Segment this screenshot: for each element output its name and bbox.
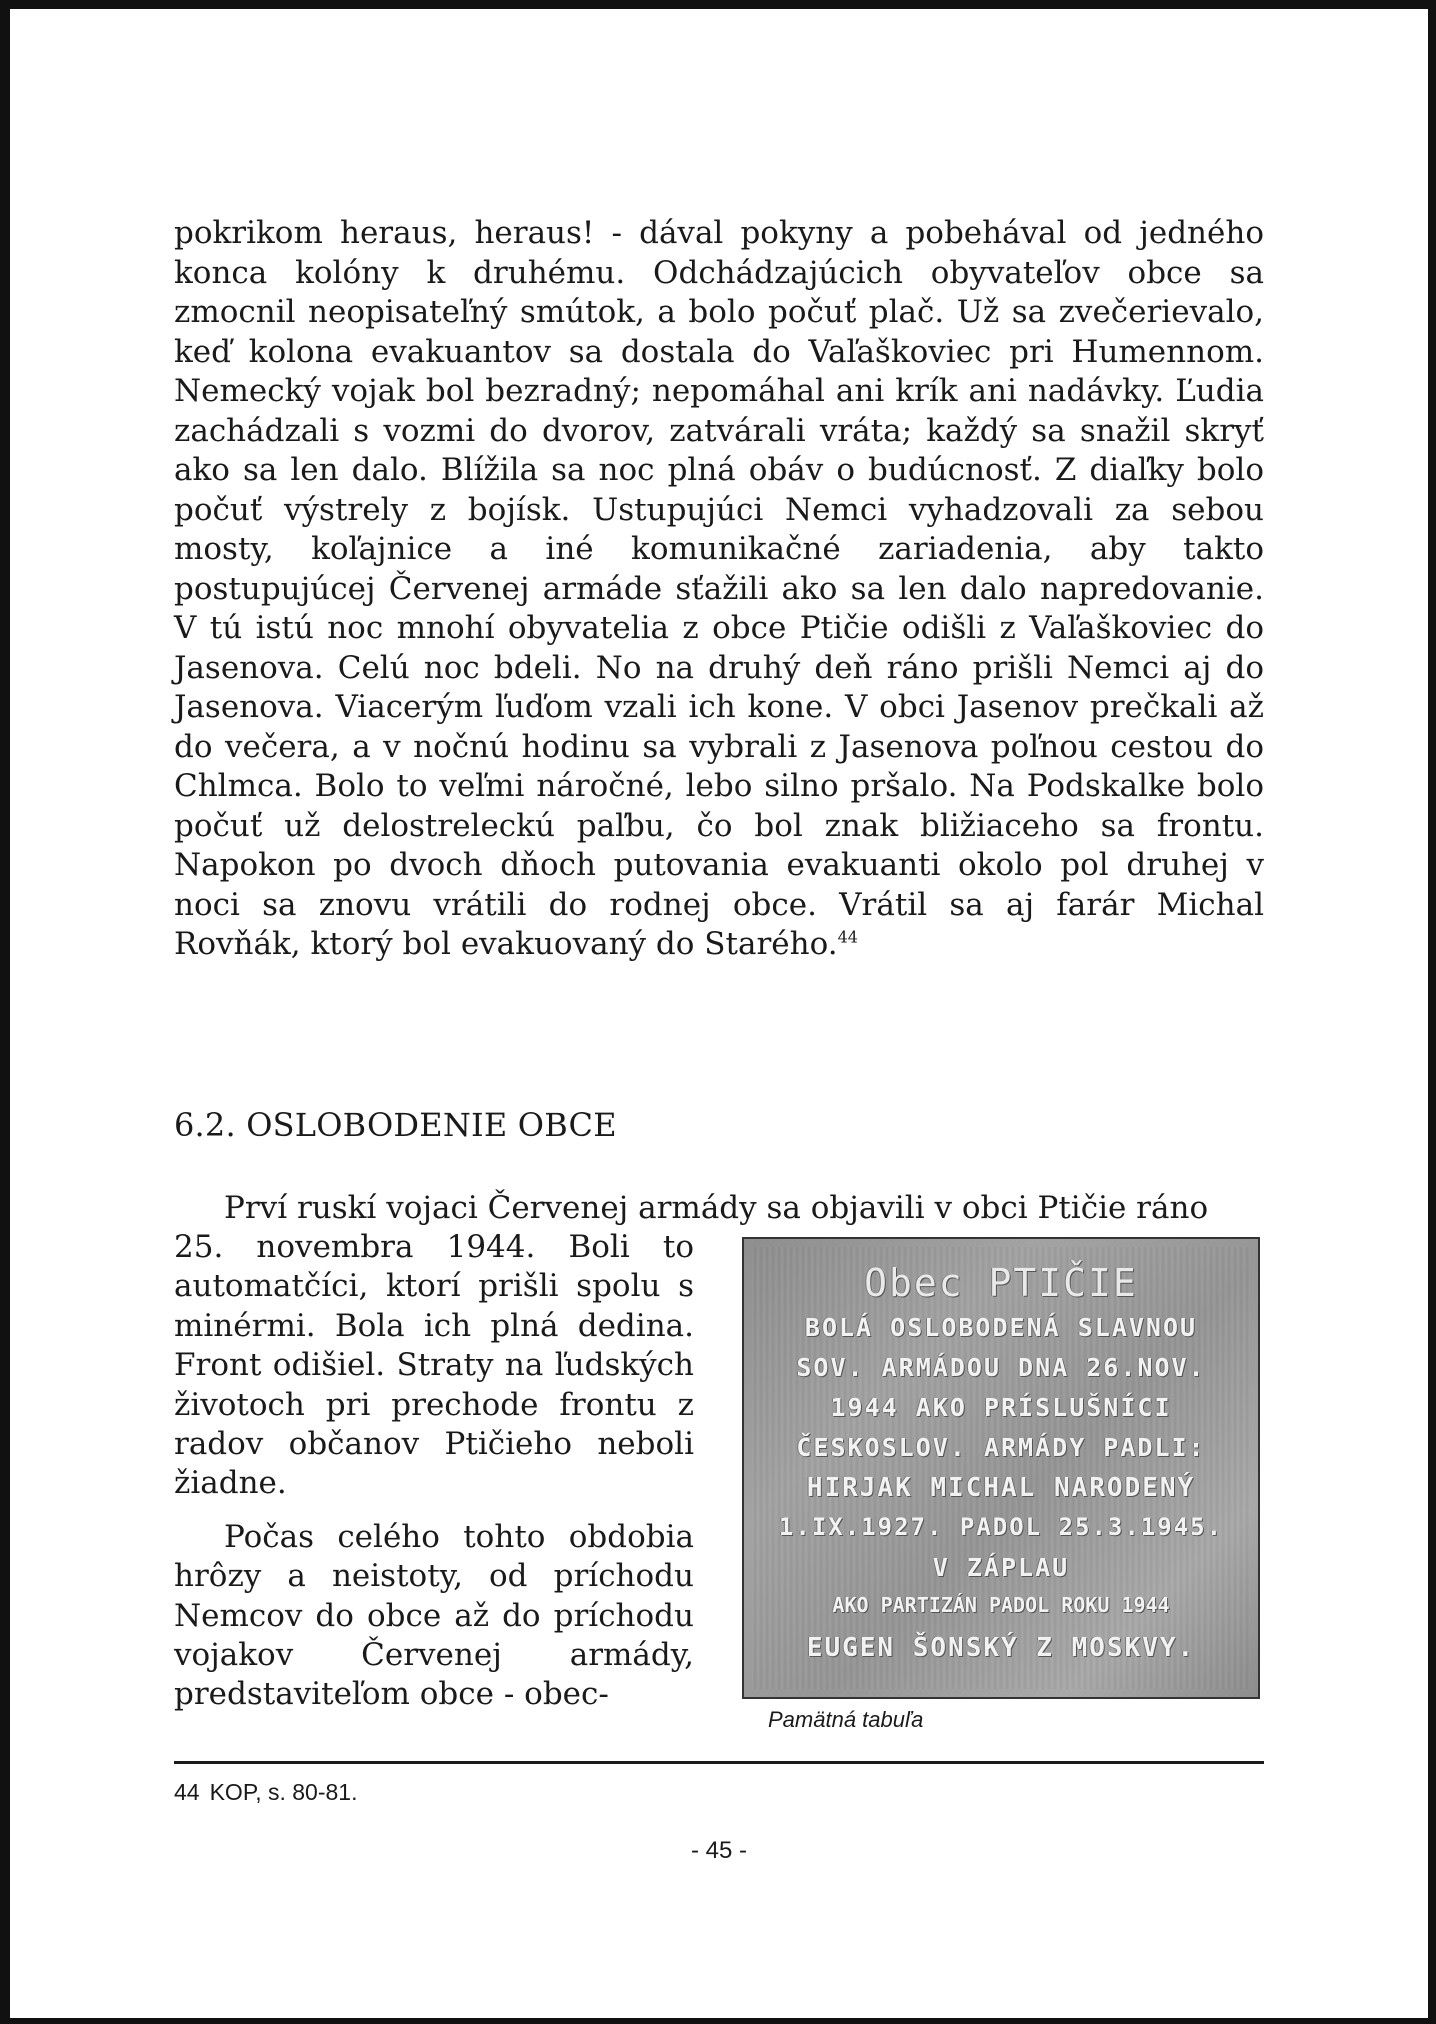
body-paragraph: pokrikom heraus, heraus! - dával pokyny a pobehával od jedného konca kolóny k druhému. Odchádzajúcich obyvateľov obce sa zmocnil neopisateľný smútok, a bolo počuť plač. Už sa zvečerievalo, keď kolona evakuantov sa dostala do Vaľaškoviec pri Humennom. Nemecký vojak bol bezradný; nepomáhal ani krík ani nadávky. Ľudia zachádzali s vozmi do dvorov, zatvárali vráta; každý sa snažil skryť ako sa len dalo. Blížila sa noc plná obáv o budúcnosť. Z diaľky bolo počuť výstrely z bojísk. Ustupujúci Nemci vyhadzovali za sebou mosty, koľajnice a iné komunikačné zariadenia, aby takto postupujúcej Červenej armáde sťažili ako sa len dalo napredovanie. V tú istú noc mnohí obyvatelia z obce Ptičie odišli z Vaľaškoviec do Jasenova. Celú noc bdeli. No na druhý deň ráno prišli Nemci aj do Jasenova. Viacerým ľuďom vzali ich kone. V obci Jasenov prečkali až do večera, a v nočnú hodinu sa vybrali z Jasenova poľnou cestou do Chlmca. Bolo to veľmi náročné, lebo silno pršalo. Na Podskalke bolo počuť už delostreleckú paľbu, čo bol znak bližiaceho sa frontu. Napokon po dvoch dňoch putovania evakuanti okolo pol druhej v noci sa znovu vrátili do rodnej obce. Vrátil sa aj farár Michal Rovňák, ktorý bol evakuovaný do Starého. [174,215,1264,962]
plaque-line: HIRJAK MICHAL NARODENÝ [806,1473,1196,1503]
footnote-number: 44 [174,1779,200,1805]
page-number: - 45 - [690,1837,747,1864]
plaque-line: AKO PARTIZÁN PADOL ROKU 1944 [832,1593,1170,1617]
footnote-text: KOP, s. 80-81. [209,1779,358,1805]
section-heading: 6.2. OSLOBODENIE OBCE [174,1106,617,1144]
plaque-line: V ZÁPLAU [932,1553,1070,1582]
plaque-line: SOV. ARMÁDOU DNA 26.NOV. [796,1353,1206,1382]
plaque-line: BOLÁ OSLOBODENÁ SLAVNOU [804,1313,1198,1342]
plaque-line: ČESKOSLOV. ARMÁDY PADLI: [796,1433,1206,1462]
footnote-divider [174,1761,1264,1764]
body-text [174,214,1264,965]
footnote-reference[interactable]: 44 [837,927,858,947]
footnote [174,1779,367,1806]
plaque-line: Obec PTIČIE [864,1261,1138,1305]
plaque-line: EUGEN ŠONSKÝ Z MOSKVY. [806,1633,1196,1663]
section-paragraph-2: Počas celého tohto obdobia hrôzy a neistoty, od príchodu Nemcov do obce až do príchodu vojakov Červenej armády, predstaviteľom obce - obec- [174,1518,694,1713]
plaque-line: 1944 AKO PRÍSLUŠNÍCI [830,1393,1172,1422]
section-column-text [174,1228,694,1715]
memorial-plaque-photo [742,1237,1260,1699]
plaque-line: 1.IX.1927. PADOL 25.3.1945. [778,1513,1224,1541]
plaque-surface [752,1247,1250,1689]
image-caption: Pamätná tabuľa [768,1707,924,1732]
section-lead-line: Prví ruskí vojaci Červenej armády sa objavili v obci Ptičie ráno [224,1190,1209,1226]
section-paragraph-1: 25. novembra 1944. Boli to automatčíci, ktorí prišli spolu s minérmi. Bola ich plná dedina. Front odišiel. Straty na ľudských životoch pri prechode frontu z radov občanov Ptičieho neboli žiadne. [174,1229,694,1502]
